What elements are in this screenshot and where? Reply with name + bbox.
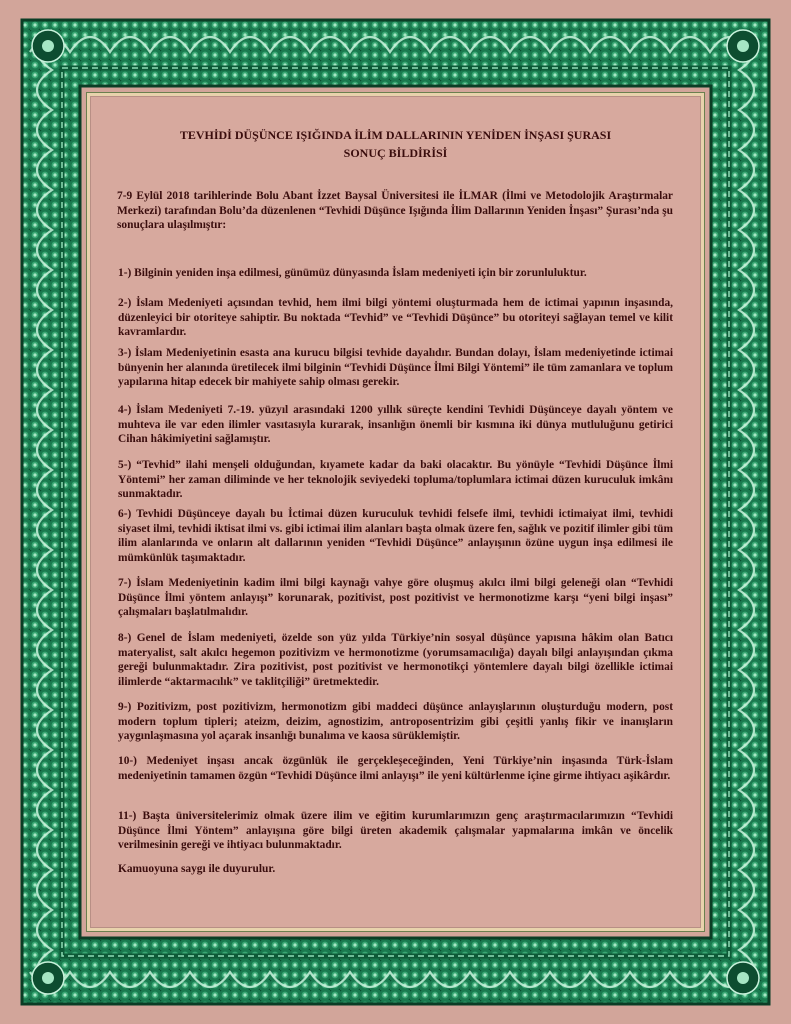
list-item-9: 9-) Pozitivizm, post pozitivizm, hermonotizm gibi maddeci düşünce anlayışlarının oluşturduğu modern, post modern toplum tipleri; ateizm, deizim, agnostizim, antroposentrizim gibi çeşitli yanlış fikir ve inanışların yaygınlaşmasına yol açarak insanlığı bunalıma ve kaosa sürüklemiştir. xyxy=(118,701,673,743)
list-item-6: 6-) Tevhidi Düşünceye dayalı bu İctimai düzen kuruculuk tevhidi felsefe ilmi, tevhidi ictimaiyat ilmi, tevhidi siyaset ilmi, tevhidi iktisat ilmi vs. gibi ictimai ilim alanları başta olmak üzere fen, sağlık ve pozitif ilimler gibi tüm ilim alanlarında ve onların alt dallarının yeniden “Tevhidi Düşünce” anlayışının özüne uygun inşa edilmesi ile mümkünlük taşımaktadır. xyxy=(118,508,673,564)
closing-statement: Kamuoyuna saygı ile duyurulur. xyxy=(118,863,276,875)
document-subtitle: SONUÇ BİLDİRİSİ xyxy=(343,146,448,160)
list-item-1: 1-) Bilginin yeniden inşa edilmesi, günümüz dünyasında İslam medeniyeti için bir zorunluluktur. xyxy=(118,267,587,279)
list-item-7: 7-) İslam Medeniyetinin kadim ilmi bilgi kaynağı vahye göre oluşmuş akılcı ilmi bilgi geleneği olan “Tevhidi Düşünce İlmi yöntem anlayışı” korunarak, pozitivist, post pozitivist ve hermonotizme karşı “yeni bilgi inşası” çalışmaları başlatılmalıdır. xyxy=(118,577,673,619)
list-item-11: 11-) Başta üniversitelerimiz olmak üzere ilim ve eğitim kurumlarımızın genç araştırmacılarımızın “Tevhidi Düşünce İlmi Yöntem” anlayışına göre bilgi üreten akademik çalışmalar yapmalarına imkân ve öncelik verilmesinin gereği ve ihtiyacı bulunmaktadır. xyxy=(118,810,673,852)
intro-paragraph: 7-9 Eylül 2018 tarihlerinde Bolu Abant İzzet Baysal Üniversitesi ile İLMAR (İlmi ve Metodolojik Araştırmalar Merkezi) tarafından Bolu’da düzenlenen “Tevhidi Düşünce Işığında İlim Dallarının Yeniden İnşası” Şurası’nda şu sonuçlara ulaşılmıştır: xyxy=(117,190,673,232)
list-item-8: 8-) Genel de İslam medeniyeti, özelde son yüz yılda Türkiye’nin sosyal düşünce yapısına hâkim olan Batıcı materyalist, salt akılcı hegemon pozitivizm ve hermonotizme (yorumsamacılığa) dayalı bilgi anlayışından çıkma gereği bulunmaktadır. Zira pozitivist, post pozitivist ve hermonotikçi yöntemlere dayalı bilgi özellikle ictimai ilimlerde “aktarmacılık” ve taklitçiliği” üretmektedir. xyxy=(118,632,673,688)
document-title: TEVHİDİ DÜŞÜNCE IŞIĞINDA İLİM DALLARININ YENİDEN İNŞASI ŞURASI xyxy=(179,128,612,142)
list-item-4: 4-) İslam Medeniyeti 7.-19. yüzyıl arasındaki 1200 yıllık süreçte kendini Tevhidi Düşünceye dayalı yöntem ve muhteva ile var eden ilimler vasıtasıyla kurarak, insanlığın önemli bir kısmına iki dünya mutluluğunu getirici Cihan hâkimiyetini sağlamıştır. xyxy=(118,404,673,446)
list-item-3: 3-) İslam Medeniyetinin esasta ana kurucu bilgisi tevhide dayalıdır. Bundan dolayı, İslam medeniyetinde ictimai bünyenin her alanında üretilecek ilmi bilginin “Tevhidi Düşünce İlmi Bilgi Yöntemi” ile tüm zamanlara ve toplum yapılarına hitap edecek bir mahiyete sahip olması gerekir. xyxy=(118,347,673,389)
list-item-5: 5-) “Tevhid” ilahi menşeli olduğundan, kıyamete kadar da baki olacaktır. Bu yönüyle “Tevhidi Düşünce İlmi Yöntemi” her zaman diliminde ve her teknolojik seviyedeki topluma/toplumlara ictimai düzen kuruculuk imkânı sunmaktadır. xyxy=(118,459,673,501)
list-item-10: 10-) Medeniyet inşası ancak özgünlük ile gerçekleşeceğinden, Yeni Türkiye’nin inşasında Türk-İslam medeniyetinin tamamen özgün “Tevhidi Düşünce ilmi anlayışı” ile yeni kültürlenme içine girme ihtiyacı aşikârdır. xyxy=(118,755,673,782)
list-item-2: 2-) İslam Medeniyeti açısından tevhid, hem ilmi bilgi yöntemi oluşturmada hem de ictimai yapının inşasında, düzenleyici bir otoriteye sahiptir. Bu noktada “Tevhid” ve “Tevhidi Düşünce” bu otoriteyi sağlayan temel ve kilit kavramlardır. xyxy=(118,297,673,339)
